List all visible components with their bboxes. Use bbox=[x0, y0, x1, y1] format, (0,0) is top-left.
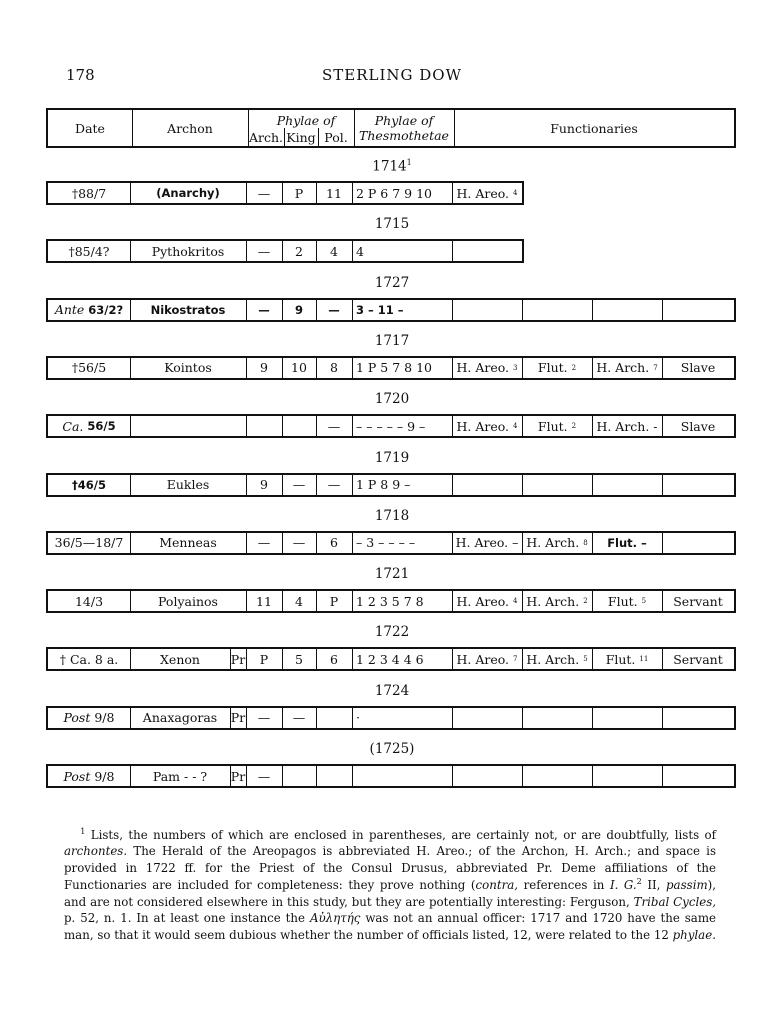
list-number bbox=[0, 275, 784, 291]
deme-number: 2 bbox=[571, 422, 577, 431]
functionary-cell bbox=[452, 591, 522, 611]
pol-value: 11 bbox=[326, 185, 342, 201]
thesmothetae-cell bbox=[352, 358, 456, 378]
deme-number: 4 bbox=[513, 422, 518, 431]
pol-value: 6 bbox=[330, 651, 338, 667]
date-value: †85/4? bbox=[68, 243, 110, 259]
thesmothetae-cell bbox=[352, 300, 456, 320]
thesmothetae-cell bbox=[352, 416, 456, 436]
pol-value: 4 bbox=[330, 243, 338, 259]
pol-value: 8 bbox=[330, 360, 338, 376]
pol-value: — bbox=[327, 418, 341, 434]
archon-name: Kointos bbox=[164, 360, 212, 376]
thesmothetae-cell bbox=[352, 591, 456, 611]
list-number-text: 1727 bbox=[374, 274, 410, 291]
king-cell bbox=[282, 300, 316, 320]
header-functionaries: Functionaries bbox=[550, 120, 638, 136]
king-value: P bbox=[294, 185, 304, 201]
thesmothetae-cell bbox=[352, 183, 456, 203]
functionary-title: Flut. bbox=[537, 360, 568, 376]
functionary-cell bbox=[592, 300, 662, 320]
functionary-cell bbox=[452, 358, 522, 378]
functionary-title: Flut. bbox=[607, 593, 638, 609]
functionary-cell bbox=[452, 475, 522, 495]
list-number-text: 1724 bbox=[374, 682, 410, 699]
archon-name: Xenon bbox=[160, 651, 200, 667]
functionary-cell bbox=[592, 475, 662, 495]
king-cell bbox=[282, 358, 316, 378]
functionary-cell bbox=[662, 766, 734, 786]
list-number bbox=[0, 450, 784, 466]
king-cell bbox=[282, 649, 316, 669]
archon-name: Pam - - ? bbox=[152, 768, 208, 784]
deme-number: 11 bbox=[639, 655, 649, 664]
functionary-cell bbox=[452, 183, 522, 203]
functionary-cell bbox=[662, 416, 734, 436]
functionary-cell bbox=[522, 358, 592, 378]
king-value: — bbox=[292, 535, 306, 551]
pol-cell bbox=[316, 416, 352, 436]
pol-cell bbox=[316, 300, 352, 320]
functionary-cell bbox=[592, 649, 662, 669]
archon-cell bbox=[130, 708, 230, 728]
functionary-cell bbox=[662, 533, 734, 553]
header-thesmothetae bbox=[354, 110, 454, 146]
header-king: King bbox=[286, 129, 316, 145]
date-cell bbox=[48, 766, 130, 786]
list-number-text: 1720 bbox=[374, 391, 410, 408]
archon-name: Pythokritos bbox=[151, 243, 225, 259]
functionary-cell bbox=[522, 416, 592, 436]
functionary-cell bbox=[522, 533, 592, 553]
deme-number: 2 bbox=[571, 363, 577, 372]
functionary-title: Slave bbox=[680, 360, 716, 376]
thesmothetae-value: 4 bbox=[356, 243, 364, 259]
king-cell bbox=[282, 533, 316, 553]
thesmothetae-value: 1 P 5 7 8 10 bbox=[356, 360, 432, 376]
thesmothetae-value: 1 2 3 4 4 6 bbox=[356, 651, 424, 667]
deme-number: 7 bbox=[513, 655, 518, 664]
archon-cell bbox=[130, 416, 246, 436]
priest-label: Pr bbox=[230, 768, 246, 784]
date-cell bbox=[48, 300, 130, 320]
page-number: 178 bbox=[66, 66, 95, 84]
pol-cell bbox=[316, 183, 352, 203]
functionary-title: H. Arch. bbox=[526, 593, 580, 609]
deme-number: 2 bbox=[583, 597, 588, 606]
functionary-cell bbox=[662, 300, 734, 320]
list-number-text: 1715 bbox=[374, 216, 410, 233]
arch-cell bbox=[246, 300, 282, 320]
functionary-cell bbox=[452, 533, 522, 553]
arch-cell bbox=[246, 533, 282, 553]
king-value: 9 bbox=[294, 302, 303, 317]
king-cell bbox=[282, 416, 316, 436]
table-row bbox=[46, 414, 736, 438]
list-number-text: 1721 bbox=[374, 566, 410, 583]
functionary-cell bbox=[452, 416, 522, 436]
date-value: 63/2? bbox=[88, 302, 124, 317]
functionary-cell bbox=[592, 708, 662, 728]
table-row bbox=[46, 473, 736, 497]
table-row bbox=[46, 589, 736, 613]
functionary-title: H. Areo. bbox=[456, 593, 510, 609]
functionary-cell bbox=[522, 591, 592, 611]
thesmothetae-cell bbox=[352, 533, 456, 553]
king-value: 4 bbox=[295, 593, 303, 609]
priest-cell bbox=[230, 649, 246, 669]
king-value: — bbox=[292, 710, 306, 726]
functionary-cell bbox=[452, 300, 522, 320]
functionary-cell bbox=[522, 708, 592, 728]
functionary-cell bbox=[662, 591, 734, 611]
footnote-mark: 1 bbox=[80, 827, 86, 836]
deme-number: 7 bbox=[653, 363, 658, 372]
archon-name: Anaxagoras bbox=[142, 710, 218, 726]
pol-value: — bbox=[327, 477, 341, 492]
deme-number: 3 bbox=[513, 363, 518, 372]
date-cell bbox=[48, 416, 130, 436]
table-row bbox=[46, 706, 736, 730]
header-date: Date bbox=[75, 120, 105, 136]
pol-value: — bbox=[328, 302, 340, 317]
functionary-cell bbox=[522, 300, 592, 320]
archon-cell bbox=[130, 766, 230, 786]
archon-cell bbox=[130, 183, 246, 203]
thesmothetae-value: – 3 – – – – bbox=[356, 535, 416, 551]
footnote: $^1$ Lists, the numbers of which are enclosed in parentheses, are certainly not, or are doubtfully, lists of archontes. The Herald of the Areopagos is abbreviated H. Areo.; of the Archon, H. Arch.; and space is provided in 1722 ff. for the Priest of the Consul Drusus, abbreviated Pr. Deme affiliations of the Functionaries are included for completeness: they prove nothing (contra, references in I. G.$^2$ II, passim), and are not considered elsewhere in this study, but they are potentially interesting: Ferguson, Tribal Cycles, p. 52, n. 1. In at least one instance the Αὐλητής was not an annual officer: 1717 and 1720 have the same man, so that it would seem dubious whether the number of officials listed, 12, were related to the 12 phylae. bbox=[64, 827, 717, 942]
arch-value: — bbox=[257, 768, 271, 784]
functionary-title: H. Areo. bbox=[456, 651, 510, 667]
pol-value: 6 bbox=[330, 535, 338, 551]
thesmothetae-value: 1 2 3 5 7 8 bbox=[356, 593, 424, 609]
functionary-cell bbox=[592, 416, 662, 436]
functionary-cell bbox=[662, 475, 734, 495]
list-number-text: (1725) bbox=[369, 741, 415, 757]
date-qualifier: Post bbox=[63, 768, 91, 784]
date-value: †56/5 bbox=[71, 360, 107, 376]
pol-cell bbox=[316, 649, 352, 669]
functionary-cell bbox=[522, 649, 592, 669]
thesmothetae-cell bbox=[352, 649, 456, 669]
date-value: † Ca. 8 a. bbox=[59, 651, 119, 667]
list-number bbox=[0, 158, 784, 175]
functionary-cell bbox=[592, 591, 662, 611]
functionary-cell bbox=[662, 358, 734, 378]
list-number-text: 1717 bbox=[374, 332, 410, 349]
table-row bbox=[46, 356, 736, 380]
date-value: †46/5 bbox=[72, 477, 106, 492]
functionary-title: H. Areo. bbox=[456, 185, 510, 201]
table-row bbox=[46, 181, 524, 205]
list-number-text: 1722 bbox=[374, 624, 410, 641]
arch-cell bbox=[246, 708, 282, 728]
list-number bbox=[0, 566, 784, 582]
date-value: 56/5 bbox=[87, 419, 116, 434]
functionary-cell bbox=[662, 708, 734, 728]
king-value: 5 bbox=[295, 651, 303, 667]
archon-cell bbox=[130, 533, 246, 553]
arch-cell bbox=[246, 591, 282, 611]
arch-value: — bbox=[258, 302, 270, 317]
priest-cell bbox=[230, 766, 246, 786]
functionary-cell bbox=[452, 241, 522, 261]
list-number-text: 1714 bbox=[372, 158, 407, 175]
list-number bbox=[0, 216, 784, 232]
thesmothetae-value: 1 P 8 9 – bbox=[356, 477, 411, 492]
priest-cell bbox=[230, 708, 246, 728]
king-cell bbox=[282, 183, 316, 203]
arch-cell bbox=[246, 358, 282, 378]
functionary-title: H. Arch. bbox=[526, 535, 580, 551]
functionary-title: Flut. bbox=[537, 418, 568, 434]
date-cell bbox=[48, 649, 130, 669]
thesmothetae-cell bbox=[352, 708, 456, 728]
functionary-title: H. Areo. bbox=[456, 418, 510, 434]
date-qualifier: Post bbox=[63, 710, 91, 726]
functionary-title: Flut. – bbox=[607, 535, 647, 550]
table-row bbox=[46, 239, 524, 263]
pol-cell bbox=[316, 591, 352, 611]
king-cell bbox=[282, 591, 316, 611]
archon-cell bbox=[130, 649, 230, 669]
functionary-title: H. Arch. bbox=[526, 651, 580, 667]
functionary-title: Servant bbox=[673, 651, 723, 667]
king-cell bbox=[282, 708, 316, 728]
king-cell bbox=[282, 766, 316, 786]
king-cell bbox=[282, 241, 316, 261]
pol-cell bbox=[316, 475, 352, 495]
list-number bbox=[0, 391, 784, 407]
functionary-title: Servant bbox=[673, 593, 723, 609]
archon-cell bbox=[130, 241, 246, 261]
header-pol: Pol. bbox=[324, 129, 348, 145]
functionary-title: H. Areo. – bbox=[455, 535, 519, 551]
functionary-cell bbox=[592, 766, 662, 786]
archon-name: Menneas bbox=[159, 535, 217, 551]
deme-number: 5 bbox=[583, 655, 588, 664]
functionary-title: H. Arch. bbox=[596, 360, 650, 376]
date-cell bbox=[48, 183, 130, 203]
king-cell bbox=[282, 475, 316, 495]
date-value: 36/5—18/7 bbox=[54, 535, 124, 551]
list-number bbox=[0, 508, 784, 524]
arch-value: — bbox=[257, 185, 271, 201]
date-value: 9/8 bbox=[94, 768, 115, 784]
arch-value: — bbox=[257, 535, 271, 551]
footnote-ref: 1 bbox=[406, 158, 412, 167]
header-arch: Arch. bbox=[248, 129, 284, 145]
arch-value: P bbox=[259, 651, 269, 667]
archon-cell bbox=[130, 475, 246, 495]
archon-cell bbox=[130, 300, 246, 320]
date-cell bbox=[48, 708, 130, 728]
king-value: — bbox=[292, 477, 306, 492]
thesmothetae-value: · bbox=[356, 710, 360, 726]
header-thesmothetae-label: Thesmothetae bbox=[359, 128, 449, 143]
date-value: 9/8 bbox=[94, 710, 115, 726]
thesmothetae-value: 3 – 11 – bbox=[356, 302, 404, 317]
arch-cell bbox=[246, 649, 282, 669]
arch-value: 9 bbox=[260, 477, 268, 492]
date-cell bbox=[48, 358, 130, 378]
pol-cell bbox=[316, 708, 352, 728]
functionary-cell bbox=[452, 766, 522, 786]
arch-value: — bbox=[257, 710, 271, 726]
archon-cell bbox=[130, 358, 246, 378]
arch-value: 11 bbox=[256, 593, 272, 609]
thesmothetae-cell bbox=[352, 766, 456, 786]
functionary-cell bbox=[522, 475, 592, 495]
functionary-title: Flut. bbox=[605, 651, 636, 667]
date-value: †88/7 bbox=[71, 185, 107, 201]
date-cell bbox=[48, 241, 130, 261]
running-head: STERLING DOW bbox=[321, 66, 463, 84]
list-number bbox=[0, 741, 784, 757]
functionary-cell bbox=[592, 358, 662, 378]
list-number bbox=[0, 683, 784, 699]
functionary-cell bbox=[522, 766, 592, 786]
pol-cell bbox=[316, 766, 352, 786]
date-cell bbox=[48, 591, 130, 611]
functionary-cell bbox=[592, 533, 662, 553]
header-phylae-of: Phylae of bbox=[276, 112, 336, 128]
deme-number: 4 bbox=[513, 597, 518, 606]
thesmothetae-cell bbox=[352, 241, 456, 261]
functionary-cell bbox=[452, 649, 522, 669]
priest-label: Pr bbox=[230, 710, 246, 726]
arch-cell bbox=[246, 183, 282, 203]
header-phylae-of-2: Phylae of bbox=[374, 113, 434, 128]
archon-name: Eukles bbox=[166, 477, 210, 492]
functionary-cell bbox=[452, 708, 522, 728]
date-qualifier: Ca. bbox=[62, 418, 84, 434]
arch-value: 9 bbox=[260, 360, 268, 376]
deme-number: 4 bbox=[513, 189, 518, 197]
table-row bbox=[46, 531, 736, 555]
date-cell bbox=[48, 475, 130, 495]
functionary-title: H. Arch. - bbox=[596, 418, 658, 434]
thesmothetae-cell bbox=[352, 475, 456, 495]
date-cell bbox=[48, 533, 130, 553]
arch-cell bbox=[246, 241, 282, 261]
table-row bbox=[46, 764, 736, 788]
archon-name: Nikostratos bbox=[150, 302, 226, 317]
arch-cell bbox=[246, 475, 282, 495]
list-number-text: 1718 bbox=[374, 507, 410, 524]
king-value: 10 bbox=[291, 360, 307, 376]
archon-name: (Anarchy) bbox=[156, 186, 220, 200]
pol-cell bbox=[316, 241, 352, 261]
thesmothetae-value: 2 P 6 7 9 10 bbox=[356, 185, 432, 201]
table-header bbox=[46, 108, 736, 148]
date-value: 14/3 bbox=[74, 593, 104, 609]
deme-number: 5 bbox=[641, 597, 647, 606]
king-value: 2 bbox=[295, 243, 303, 259]
list-number bbox=[0, 624, 784, 640]
table-row bbox=[46, 647, 736, 671]
list-number-text: 1719 bbox=[374, 449, 410, 466]
pol-cell bbox=[316, 533, 352, 553]
list-number bbox=[0, 333, 784, 349]
archon-cell bbox=[130, 591, 246, 611]
thesmothetae-value: – – – – – 9 – bbox=[356, 418, 426, 434]
priest-label: Pr bbox=[230, 651, 246, 667]
arch-cell bbox=[246, 416, 282, 436]
functionary-title: H. Areo. bbox=[456, 360, 510, 376]
pol-cell bbox=[316, 358, 352, 378]
date-qualifier: Ante bbox=[54, 302, 85, 318]
table-row bbox=[46, 298, 736, 322]
archon-name: Polyainos bbox=[158, 593, 218, 609]
pol-value: P bbox=[329, 593, 339, 609]
arch-cell bbox=[246, 766, 282, 786]
deme-number: 8 bbox=[583, 538, 588, 547]
arch-value: — bbox=[257, 243, 271, 259]
header-archon: Archon bbox=[167, 120, 213, 136]
functionary-cell bbox=[662, 649, 734, 669]
functionary-title: Slave bbox=[680, 418, 716, 434]
